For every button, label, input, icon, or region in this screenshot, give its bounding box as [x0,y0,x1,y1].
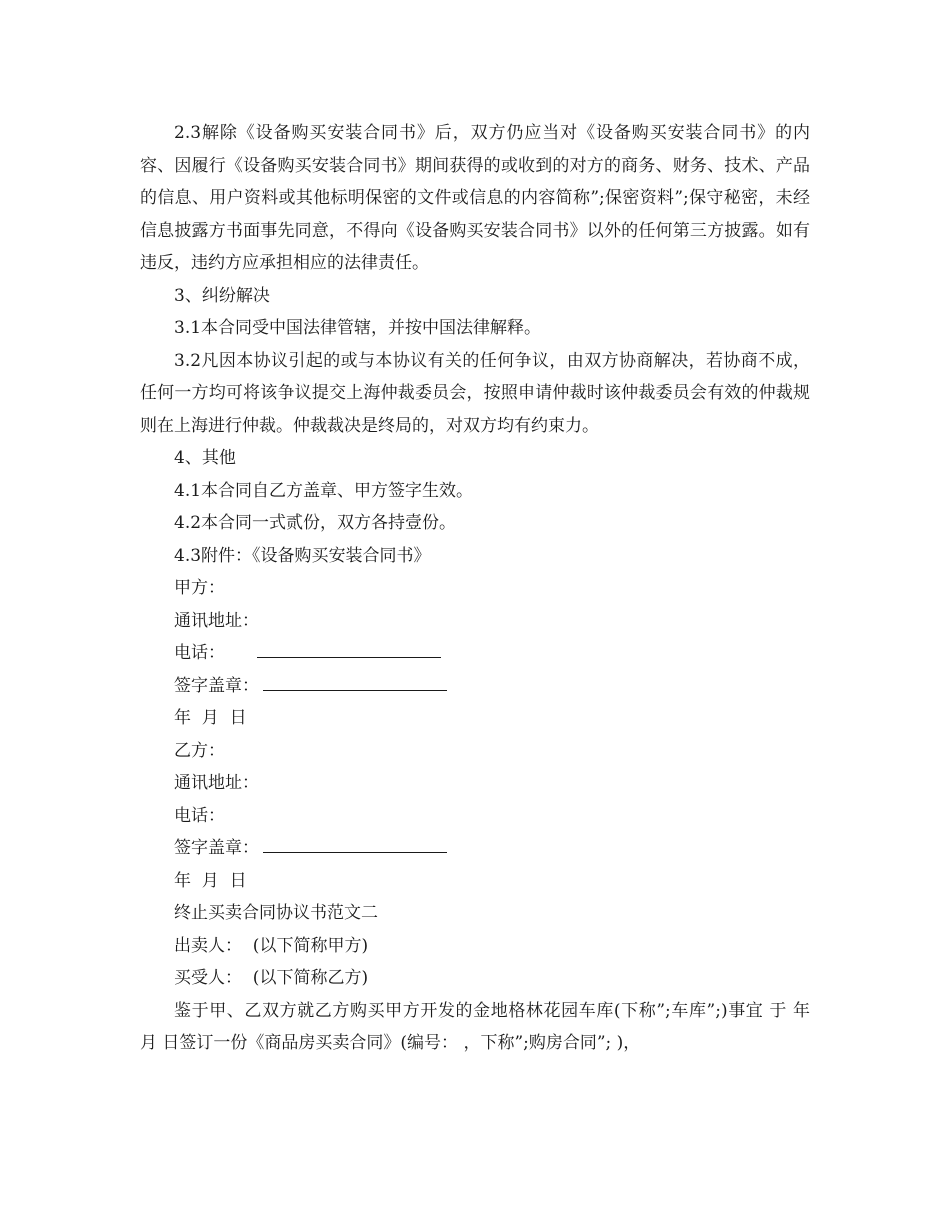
party-b-label: 乙方： [174,740,225,761]
party-a-sign-row [140,670,810,703]
party-a-address-label: 通讯地址： [174,610,259,631]
buyer-line: 买受人： (以下简称乙方) [174,968,369,988]
party-a-phone-blank[interactable] [257,639,441,658]
party-a-date: 年 月 日 [174,708,247,728]
party-b-date: 年 月 日 [174,870,247,891]
party-b-sign-blank[interactable] [263,834,447,853]
party-a-label: 甲方： [174,578,225,598]
party-b-phone-label: 电话： [174,805,225,826]
section-heading-3: 3、纠纷解决 [174,285,270,306]
party-a-phone-label: 电话： [174,643,225,663]
party-a-sign-blank[interactable] [263,672,447,691]
clause-4-3: 4.3附件：《设备购买安装合同书》 [174,545,431,566]
clause-3-1: 3.1本合同受中国法律管辖，并按中国法律解释。 [174,318,542,338]
clause-4-2: 4.2本合同一式贰份，双方各持壹份。 [174,513,457,533]
party-a-sign-label: 签字盖章： [174,675,259,696]
section-heading-4: 4、其他 [174,448,236,468]
seller-line: 出卖人： (以下简称甲方) [174,935,369,956]
sample-two-title: 终止买卖合同协议书范文二 [174,903,378,923]
party-b-sign-row [140,832,810,865]
clause-4-1: 4.1本合同自乙方盖章、甲方签字生效。 [174,480,474,501]
party-b-sign-label: 签字盖章： [174,838,259,858]
party-a-phone-row [140,637,810,670]
document-body [140,117,810,1060]
clause-2-3: 2.3解除《设备购买安装合同书》后，双方仍应当对《设备购买安装合同书》的内容、因履行《设备购买安装合同书》期间获得的或收到的对方的商务、财务、技术、产品的信息、用户资料或其他标明保密的文件或信息的内容简称”;保密资料”;保守秘密，未经信息披露方书面事先同意，不得向《设备购买安装合同书》以外的任何第三方披露。如有违反，违约方应承担相应的法律责任。 [140,123,810,273]
party-b-address-label: 通讯地址： [174,773,259,793]
clause-3-2: 3.2凡因本协议引起的或与本协议有关的任何争议，由双方协商解决，若协商不成，任何一方均可将该争议提交上海仲裁委员会，按照申请仲裁时该仲裁委员会有效的仲裁规则在上海进行仲裁。仲裁裁决是终局的，对双方均有约束力。 [140,350,810,436]
sample-two-intro: 鉴于甲、乙双方就乙方购买甲方开发的金地格林花园车库(下称”;车库”;)事宜 于 年 月 日签订一份《商品房买卖合同》(编号： ，下称”;购房合同”; )， [140,1000,810,1053]
